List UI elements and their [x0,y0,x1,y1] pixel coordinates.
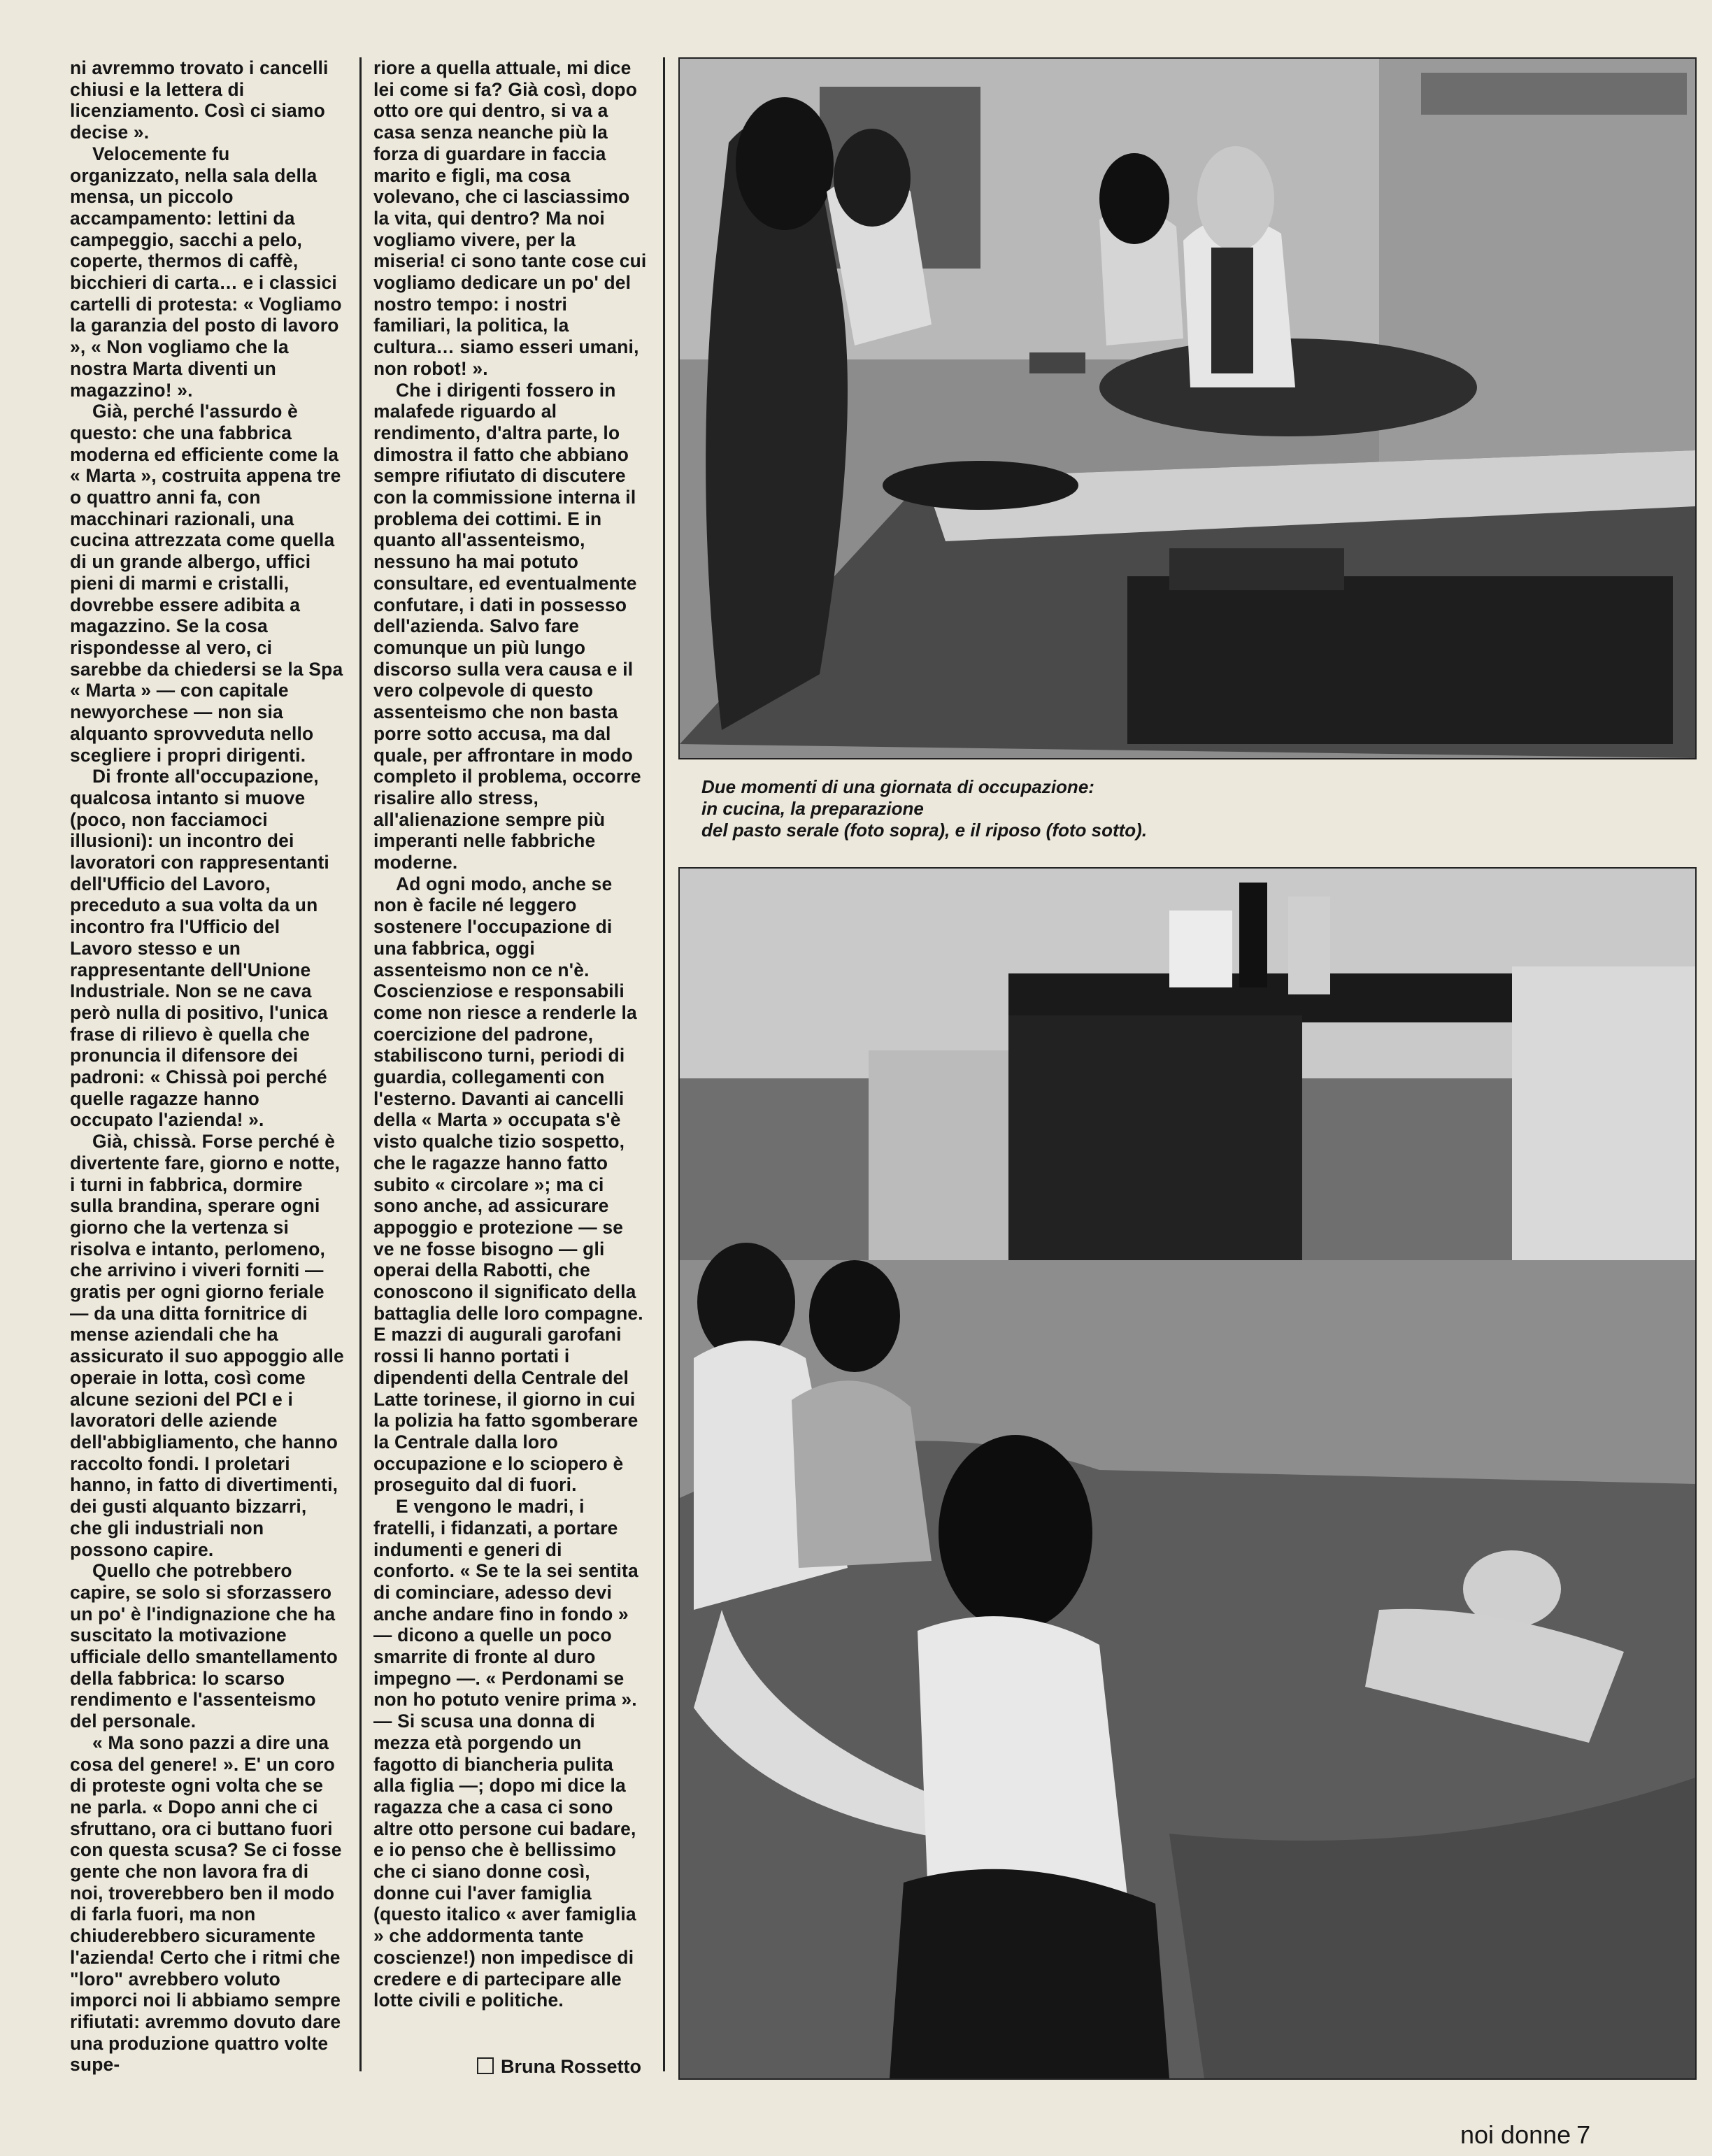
caption-line: Due momenti di una giornata di occupazione: [701,776,1094,797]
paragraph: E vengono le madri, i fratelli, i fidanzati, a portare indumenti e generi di conforto. « Se te la sei sentita di cominciare, adesso devi anche andare fino in fondo » — dicono a quelle un poco smarrite di fronte al duro impegno —. « Perdonami se non ho potuto venire prima ». — Si scusa una donna di mezza età porgendo un fagotto di biancheria pulita alla figlia —; dopo mi dice la ragazza che a casa ci sono altre otto persone cui badare, e io penso che è bellissimo che ci siano donne così, donne cui l'aver famiglia (questo italico « aver famiglia » che addormenta tante coscienze!) non impedisce di credere e di partecipare alle lotte civili e politiche. [373,1496,639,2011]
author-name: Bruna Rossetto [501,2056,642,2077]
paragraph: ni avremmo trovato i cancelli chiusi e la lettera di licenziamento. Così ci siamo decise ». [70,57,329,143]
magazine-name: noi donne [1460,2120,1571,2149]
kitchen-photo [678,57,1697,759]
paragraph: Già, chissà. Forse perché è divertente fare, giorno e notte, i turni in fabbrica, dormire sulla brandina, sperare ogni giorno che la vertenza si risolva e intanto, perlomeno, che arrivino i viveri forniti — gratis per ogni giorno feriale — da una ditta fornitrice di mense aziendali che ha assicurato il suo appoggio alle operaie in lotta, così come alcune sezioni del PCI e i lavoratori delle aziende dell'abbigliamento, che hanno raccolto fondi. I proletari hanno, in fatto di divertimenti, dei gusti alquanto bizzarri, che gli industriali non possono capire. [70,1131,344,1560]
page-footer [1460,2120,1590,2150]
paragraph: Di fronte all'occupazione, qualcosa intanto si muove (poco, non facciamoci illusioni): un incontro dei lavoratori con rappresentanti dell'Ufficio del Lavoro, preceduto a sua volta da un incontro fra l'Ufficio del Lavoro stesso e un rappresentante dell'Unione Industriale. Non se ne cava però nulla di positivo, l'unica frase di rilievo è quella che pronuncia il difensore dei padroni: « Chissà poi perché quelle ragazze hanno occupato l'azienda! ». [70,766,329,1131]
paragraph: Ad ogni modo, anche se non è facile né leggero sostenere l'occupazione di una fabbrica, oggi assenteismo non ce n'è. Coscienziose e responsabili come non riesce a renderle la coercizione del padrone, stabiliscono turni, periodi di guardia, collegamenti con l'esterno. Davanti ai cancelli della « Marta » occupata s'è visto qualche tizio sospetto, che le ragazze hanno fatto subito « circolare »; ma ci sono anche, ad assicurare appoggio e protezione — se ve ne fosse bisogno — gli operai della Rabotti, che conoscono il significato della battaglia delle loro compagne. E mazzi di augurali garofani rossi li hanno portati i dipendenti della Centrale del Latte torinese, il giorno in cui la polizia ha fatto sgomberare la Centrale dalla loro occupazione e lo sciopero è proseguito dal di fuori. [373,873,643,1496]
caption-line: in cucina, la preparazione [701,798,924,819]
caption-line: del pasto serale (foto sopra), e il riposo (foto sotto). [701,820,1148,841]
rest-photo [678,867,1697,2080]
paragraph: Che i dirigenti fossero in malafede riguardo al rendimento, d'altra parte, lo dimostra il fatto che abbiano sempre rifiutato di discutere con la commissione interna il problema dei cottimi. E in quanto all'assenteismo, nessuno ha mai potuto consultare, ed eventualmente confutare, i dati in possesso dell'azienda. Salvo fare comunque un più lungo discorso sulla vera causa e il vero colpevole di questo assenteismo che non basta porre sotto accusa, ma dal quale, per affrontare in modo completo il problema, occorre risalire allo stress, all'alienazione sempre più imperanti nelle fabbriche moderne. [373,379,641,873]
paragraph: « Ma sono pazzi a dire una cosa del genere! ». E' un coro di proteste ogni volta che se ne parla. « Dopo anni che ci sfruttano, ora ci buttano fuori con questa scusa? Se ci fosse gente che non lavora fra di noi, troverebbero ben il modo di farla fuori, ma non chiuderebbero sicuramente l'azienda! Certo che i ritmi che "loro" avrebbero voluto imporci noi li abbiamo sempre rifiutati: avremmo dovuto dare una produzione quattro volte supe- [70,1732,342,2076]
article-column-1 [70,57,344,2076]
page-number: 7 [1576,2120,1591,2149]
byline [477,2056,641,2078]
photo-caption [701,776,1401,841]
paragraph: riore a quella attuale, mi dice lei come si fa? Già così, dopo otto ore qui dentro, si va a casa senza neanche più la forza di guardare in faccia marito e figli, ma cosa volevano, che ci lasciassimo la vita, qui dentro? Ma noi vogliamo vivere, per la miseria! ci sono tante cose cui vogliamo dedicare un po' del nostro tempo: i nostri familiari, la politica, la cultura… siamo esseri umani, non robot! ». [373,57,647,379]
article-column-2 [373,57,648,2011]
paragraph: Quello che potrebbero capire, se solo si sforzassero un po' è l'indignazione che ha suscitato la motivazione ufficiale dello smantellamento della fabbrica: lo scarso rendimento e l'assenteismo del personale. [70,1560,338,1732]
column-divider [359,57,362,2071]
column-divider [663,57,665,2071]
paragraph: Già, perché l'assurdo è questo: che una fabbrica moderna ed efficiente come la « Marta », costruita appena tre o quattro anni fa, con macchinari razionali, una cucina attrezzata come quella di un grande albergo, uffici pieni di marmi e cristalli, dovrebbe essere adibita a magazzino. Se la cosa rispondesse al vero, ci sarebbe da chiedersi se la Spa « Marta » — con capitale newyorchese — non sia alquanto sprovveduta nello scegliere i propri dirigenti. [70,401,343,766]
paragraph: Velocemente fu organizzato, nella sala della mensa, un piccolo accampamento: lettini da campeggio, sacchi a pelo, coperte, thermos di caffè, bicchieri di carta… e i classici cartelli di protesta: « Vogliamo la garanzia del posto di lavoro », « Non vogliamo che la nostra Marta diventi un magazzino! ». [70,143,342,401]
end-mark-icon [477,2057,494,2074]
